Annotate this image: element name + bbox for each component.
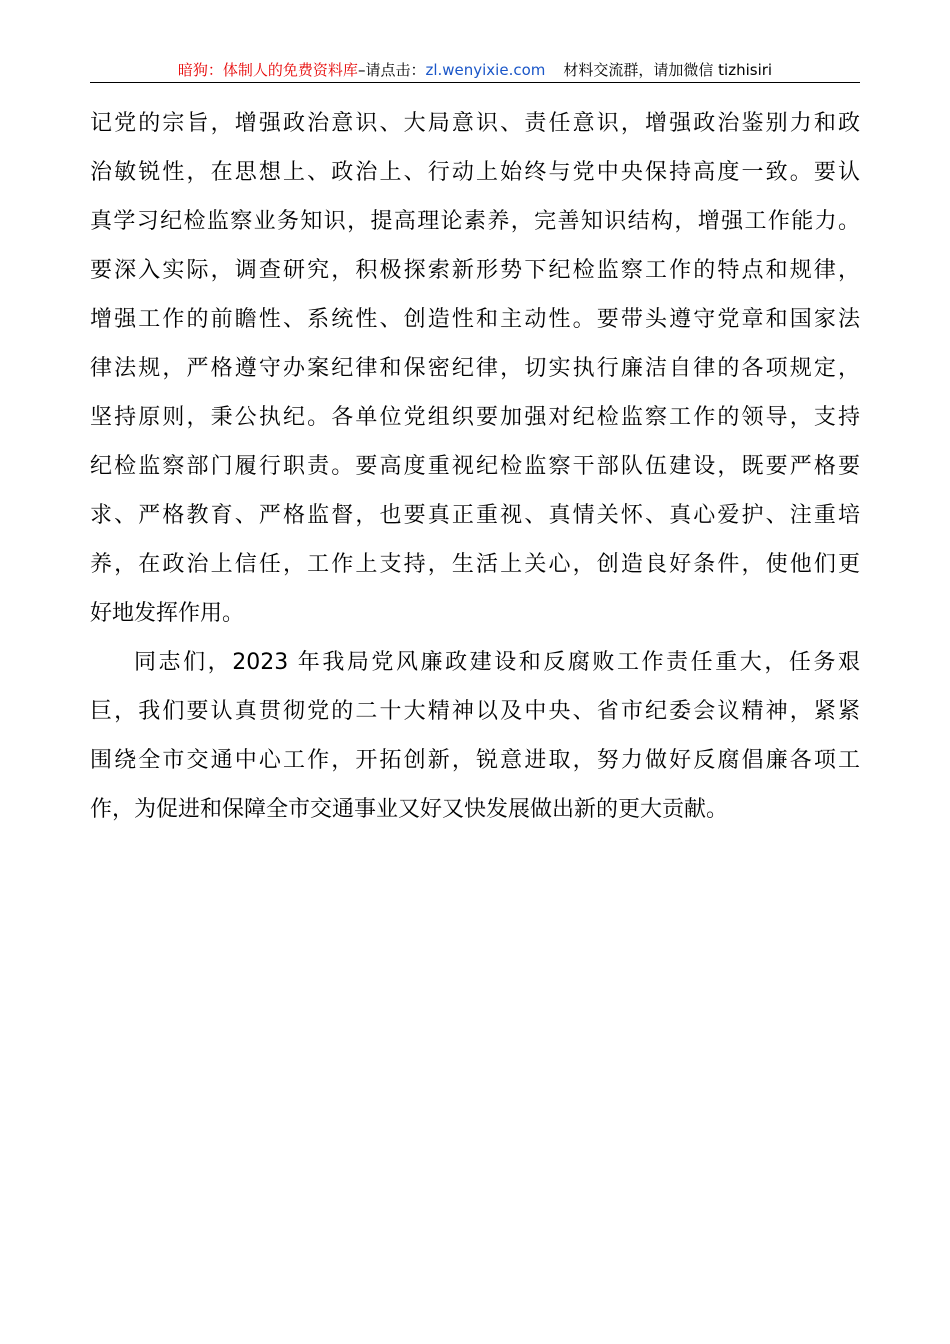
text-line: 要深入实际，调查研究，积极探索新形势下纪检监察工作的特点和规律， xyxy=(90,258,860,283)
text-line: 增强工作的前瞻性、系统性、创造性和主动性。要带头遵守党章和国家法 xyxy=(90,307,860,332)
text-line: 记党的宗旨，增强政治意识、大局意识、责任意识，增强政治鉴别力和政 xyxy=(90,111,860,136)
text-line: 围绕全市交通中心工作，开拓创新，锐意进取，努力做好反腐倡廉各项工 xyxy=(90,748,860,773)
text-line: 作，为促进和保障全市交通事业又好又快发展做出新的更大贡献。 xyxy=(90,797,729,822)
document-body xyxy=(90,99,860,834)
text-line: 好地发挥作用。 xyxy=(90,601,245,626)
header-link[interactable]: zl.wenyixie.com xyxy=(425,61,546,79)
paragraph-2 xyxy=(90,638,860,834)
page-header xyxy=(90,58,860,83)
header-prompt: –请点击： xyxy=(357,61,426,79)
text-line: 律法规，严格遵守办案纪律和保密纪律，切实执行廉洁自律的各项规定， xyxy=(90,356,860,381)
text-line: 坚持原则，秉公执纪。各单位党组织要加强对纪检监察工作的领导，支持 xyxy=(90,405,860,430)
text-line: 同志们，2023 年我局党风廉政建设和反腐败工作责任重大，任务艰 xyxy=(134,650,860,675)
paragraph-1 xyxy=(90,99,860,638)
header-wechat: 材料交流群，请加微信 tizhisiri xyxy=(563,61,773,79)
text-line: 养，在政治上信任，工作上支持，生活上关心，创造良好条件，使他们更 xyxy=(90,552,860,577)
text-line: 真学习纪检监察业务知识，提高理论素养，完善知识结构，增强工作能力。 xyxy=(90,209,860,234)
text-line: 巨，我们要认真贯彻党的二十大精神以及中央、省市纪委会议精神，紧紧 xyxy=(90,699,860,724)
text-line: 纪检监察部门履行职责。要高度重视纪检监察干部队伍建设，既要严格要 xyxy=(90,454,860,479)
text-line: 治敏锐性，在思想上、政治上、行动上始终与党中央保持高度一致。要认 xyxy=(90,160,860,185)
header-brand: 暗狗：体制人的免费资料库 xyxy=(177,61,358,79)
text-line: 求、严格教育、严格监督，也要真正重视、真情关怀、真心爱护、注重培 xyxy=(90,503,860,528)
